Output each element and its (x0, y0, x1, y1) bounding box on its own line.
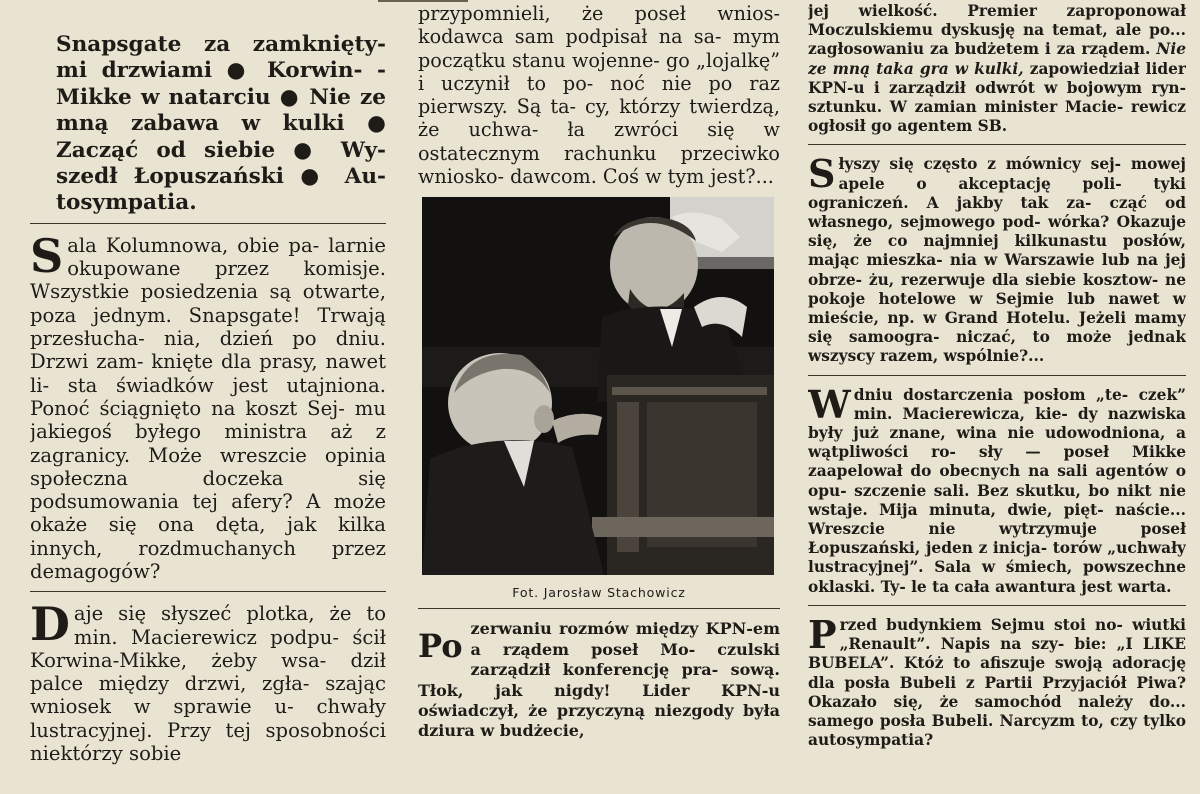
section-rule (808, 144, 1186, 145)
photo-illustration (422, 197, 774, 575)
paragraph-text: ala Kolumnowa, obie pa- larnie okupowane przez komisje. Wszystkie posiedzenia są otwarte, poza jednym. Snapsgate! Trwają przesłucha- nia, dzień po dniu. Drzwi zam- knięte dla prasy, nawet li- sta świadków jest utajniona. Ponoć ściągnięto na koszt Sej- mu jakiegoś byłego ministra aż z zagranicy. Może wreszcie opinia społeczna doczeka się podsumowania tej afery? A może okaże się ona dęta, jak kilka innych, rozdmuchanych przez demagogów? (30, 233, 386, 583)
paragraph-renault (808, 611, 1186, 750)
drop-cap: W (808, 381, 851, 427)
paragraph-plotka (30, 597, 386, 766)
drop-cap: D (30, 597, 70, 652)
paragraph-text-cont: zapowiedział lider KPN-u i zarządził odwrót w bojowym ryn- sztunku. W zamian minister Macie- rewicz ogłosił go agentem SB. (808, 59, 1186, 136)
section-rule (30, 591, 386, 592)
headline: Snapsgate za zamknięty- mi drzwiami ● Korwin- -Mikke w natarciu ● Nie ze mną zabawa w kulki ● Zacząć od siebie ● Wy- szedł Łopuszański ● Au- tosympatia. (56, 32, 386, 216)
paragraph-text: dniu dostarczenia posłom „te- czek” min. Macierewicza, kie- dy nazwiska były już znane, wina nie udowodniona, a wątpliwości ro- sły — poseł Mikke zaapelował do obecnych na sali agentów o opu- szczenie sali. Bez skutku, bo nikt nie wstaje. Mija minuta, dwie, pięt- naście... Wreszcie nie wytrzymuje poseł Łopuszański, jeden z inicja- torów „uchwały lustracyjnej”. Sala w śmiech, powszechne oklaski. Ty- le ta cała awantura jest warta. (808, 385, 1186, 596)
press-photo (422, 197, 774, 575)
paragraph-sala-kolumnowa (30, 228, 386, 583)
drop-cap: S (808, 151, 836, 197)
caption-rule (418, 608, 780, 609)
section-rule (808, 605, 1186, 606)
paragraph-continuation: przypomnieli, że poseł wnios- kodawca sam podpisał na sa- mym początku stanu wojenne- go „lojalkę” i uczynił to po- noć nie po raz pierwszy. Są ta- cy, którzy twierdzą, że uchwa- ła zwróci się w ostatecznym rachunku przeciwko wniosko- dawcom. Coś w tym jest?... (418, 2, 780, 189)
column-1 (30, 0, 386, 794)
photo-caption: Fot. Jarosław Stachowicz (512, 585, 686, 601)
section-rule (808, 375, 1186, 376)
paragraph-premier (808, 2, 1186, 136)
headline-rule (30, 223, 386, 224)
paragraph-text: jej wielkość. Premier zaproponował Moczulskiemu dyskusję na temat, ale po... zagłosowaniu za budżetem i za rządem. (808, 2, 1186, 59)
paragraph-text: aje się słyszeć plotka, że to min. Macierewicz podpu- ścił Korwina-Mikke, żeby wsa- dził palce między drzwi, zgła- szając wniosek w sprawie u- chwały lustracyjnej. Przy tej sposobności niektórzy sobie (30, 602, 386, 766)
paragraph-text: rzed budynkiem Sejmu stoi no- wiutki „Renault”. Napis na szy- bie: „I LIKE BUBELA”. Któż to afiszuje swoją adorację dla posła Bubeli z Partii Przyjaciół Piwa? Okazało się, że samochód należy do... samego posła Bubeli. Narcyzm to, czy tylko autosympatia? (808, 615, 1186, 750)
drop-cap: Po (418, 627, 463, 666)
paragraph-teczki (808, 381, 1186, 597)
column-3 (808, 0, 1186, 794)
paragraph-kpn (418, 619, 780, 741)
drop-cap: P (808, 611, 837, 657)
paragraph-text: łyszy się często z mównicy sej- mowej apele o akceptację poli- tyki ograniczeń. A jakby tak za- cząć od własnego, sejmowego pod- wórka? Okazuje się, że co najmniej kilkunastu posłów, mając mieszka- nia w Warszawie lub na jej obrze- żu, rezerwuje dla siebie kosztow- ne pokoje hotelowe w Sejmie lub nawet w mieście, np. w Grand Hotelu. Jeżeli mamy się samoogra- niczać, to może jednak wszyscy razem, wspólnie?... (808, 155, 1186, 366)
paragraph-text: zerwaniu rozmów między KPN-em a rządem poseł Mo- czulski zarządził konferencję pra- sową. Tłok, jak nigdy! Lider KPN-u oświadczył, że przyczyną niezgody była dziura w budżecie, (418, 619, 780, 741)
quote-italic: Nie ze mną taka gra w kulki, (808, 40, 1186, 78)
paragraph-slyszy (808, 151, 1186, 366)
drop-cap: S (30, 228, 64, 283)
column-2 (418, 0, 780, 794)
